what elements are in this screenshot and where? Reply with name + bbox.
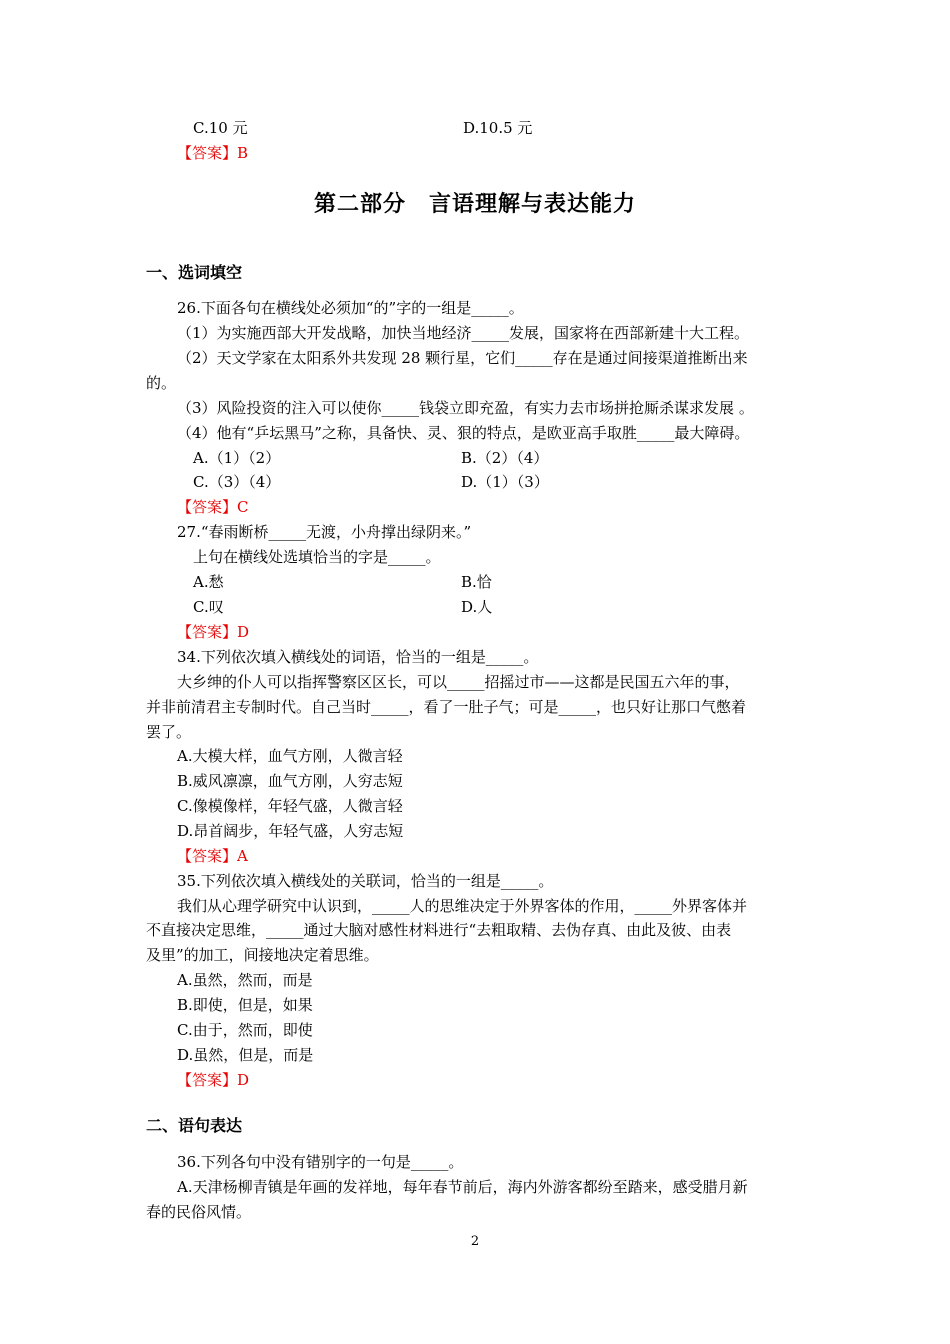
q34-stem: 34.下列依次填入横线处的词语，恰当的一组是_____。 bbox=[177, 648, 539, 666]
q26-sentence-2-cont: 的。 bbox=[146, 374, 177, 392]
q35-passage-2: 不直接决定思维，_____通过大脑对感性材料进行“去粗取精、去伪存真、由此及彼、由表 bbox=[146, 921, 732, 939]
answer-label: 【答案】 bbox=[177, 144, 238, 162]
q27-sub: 上句在横线处选填恰当的字是_____。 bbox=[193, 548, 441, 566]
q26-option-d: D.（1）（3） bbox=[461, 473, 549, 491]
answer-label: 【答案】 bbox=[177, 623, 238, 641]
q35-option-c: C.由于，然而，即使 bbox=[177, 1021, 313, 1039]
q35-passage-3: 及里”的加工，间接地决定着思维。 bbox=[146, 946, 379, 964]
q34-passage-1: 大乡绅的仆人可以指挥警察区区长，可以_____招摇过市——这都是民国五六年的事， bbox=[177, 673, 740, 691]
q35-option-d: D.虽然，但是，而是 bbox=[177, 1046, 314, 1064]
q26-sentence-2: （2）天文学家在太阳系外共发现 28 颗行星，它们_____存在是通过间接渠道推断出来 bbox=[177, 349, 748, 367]
q34-option-c: C.像模像样，年轻气盛，人微言轻 bbox=[177, 797, 403, 815]
q27-option-c: C.叹 bbox=[193, 598, 224, 616]
q35-passage-1: 我们从心理学研究中认识到，_____人的思维决定于外界客体的作用，_____外界客体并 bbox=[177, 897, 748, 915]
q36-option-a: A.天津杨柳青镇是年画的发祥地，每年春节前后，海内外游客都纷至踏来，感受腊月新 bbox=[177, 1178, 748, 1196]
answer-value: A bbox=[237, 847, 248, 865]
q34-answer bbox=[177, 846, 248, 866]
q26-answer bbox=[177, 497, 249, 517]
option-d: D.10.5 元 bbox=[463, 119, 533, 137]
page-number: 2 bbox=[470, 1234, 480, 1249]
q35-option-b: B.即使，但是，如果 bbox=[177, 996, 313, 1014]
q35-answer bbox=[177, 1070, 249, 1090]
part-title: 第二部分 言语理解与表达能力 bbox=[313, 192, 636, 217]
section-title-fill-in: 一、选词填空 bbox=[146, 263, 243, 282]
q27-option-b: B.恰 bbox=[461, 573, 492, 591]
answer-value: D bbox=[237, 1071, 250, 1089]
q26-option-c: C.（3）（4） bbox=[193, 473, 281, 491]
answer-label: 【答案】 bbox=[177, 1071, 238, 1089]
q26-option-b: B.（2）（4） bbox=[461, 449, 549, 467]
q26-sentence-4: （4）他有“乒坛黑马”之称，具备快、灵、狠的特点，是欧亚高手取胜_____最大障碍。 bbox=[177, 424, 750, 442]
answer-value: D bbox=[237, 623, 250, 641]
q27-answer bbox=[177, 622, 249, 642]
q34-passage-2: 并非前清君主专制时代。自己当时_____，看了一肚子气；可是_____，也只好让那口气憋着 bbox=[146, 698, 747, 716]
q27-option-a: A.愁 bbox=[193, 573, 224, 591]
q36-stem: 36.下列各句中没有错别字的一句是_____。 bbox=[177, 1153, 464, 1171]
q35-stem: 35.下列依次填入横线处的关联词，恰当的一组是_____。 bbox=[177, 872, 554, 890]
q34-passage-3: 罢了。 bbox=[146, 723, 192, 741]
answer-line bbox=[177, 143, 248, 163]
q26-stem: 26.下面各句在横线处必须加“的”字的一组是_____。 bbox=[177, 299, 524, 317]
q26-sentence-3: （3）风险投资的注入可以使你_____钱袋立即充盈，有实力去市场拼抢厮杀谋求发展 。 bbox=[177, 399, 754, 417]
q34-option-a: A.大模大样，血气方刚，人微言轻 bbox=[177, 747, 403, 765]
answer-value: B bbox=[237, 144, 249, 162]
answer-value: C bbox=[237, 498, 249, 516]
q34-option-d: D.昂首阔步，年轻气盛，人穷志短 bbox=[177, 822, 404, 840]
section-title-sentence-expression: 二、语句表达 bbox=[146, 1116, 243, 1135]
answer-label: 【答案】 bbox=[177, 498, 238, 516]
q34-option-b: B.威风凛凛，血气方刚，人穷志短 bbox=[177, 772, 403, 790]
q35-option-a: A.虽然，然而，而是 bbox=[177, 971, 313, 989]
q27-stem: 27.“春雨断桥_____无渡，小舟撑出绿阴来。” bbox=[177, 523, 472, 541]
q36-option-a-cont: 春的民俗风情。 bbox=[146, 1203, 252, 1221]
answer-label: 【答案】 bbox=[177, 847, 238, 865]
q27-option-d: D.人 bbox=[461, 598, 493, 616]
q26-sentence-1: （1）为实施西部大开发战略，加快当地经济_____发展，国家将在西部新建十大工程。 bbox=[177, 324, 750, 342]
q26-option-a: A.（1）（2） bbox=[193, 449, 281, 467]
option-c: C.10 元 bbox=[193, 119, 248, 137]
